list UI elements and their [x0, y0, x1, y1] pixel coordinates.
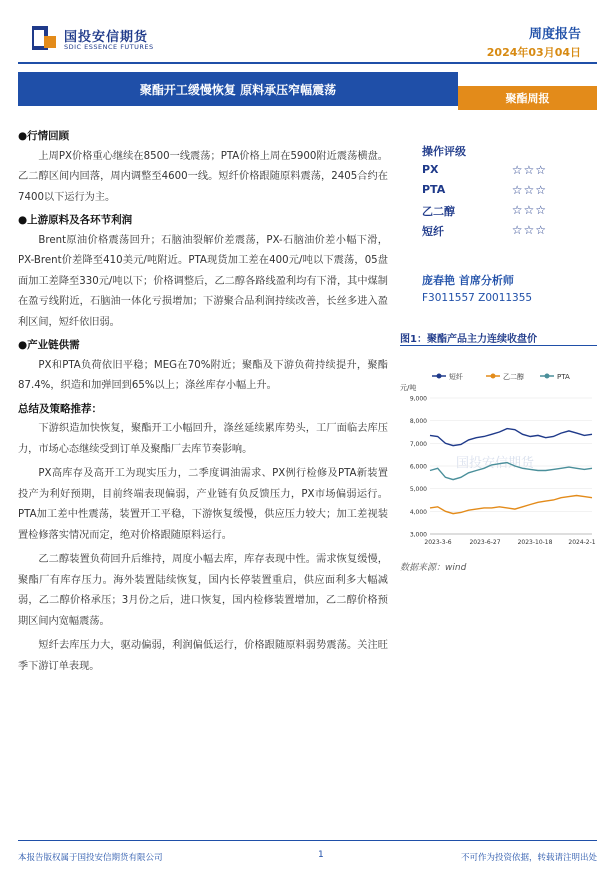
section-heading: ●上游原料及各环节利润 [18, 214, 133, 226]
star-rating-icon: ☆☆☆ [511, 203, 547, 217]
company-name-en: SDIC ESSENCE FUTURES [64, 43, 154, 51]
report-title-banner [18, 72, 458, 106]
rating-row-meg [422, 203, 547, 219]
section-paragraph: 乙二醇装置负荷回升后维持，周度小幅去库，库存表现中性。需求恢复缓慢，聚酯厂有库存压力。海外装置陆续恢复，国内长停装置重启，供应面利多大幅减弱，乙二醇价格承压；3月份之后，进口恢复，国内检修装置增加，乙二醇价格预期区间内宽幅震荡。 [18, 554, 388, 627]
section-paragraph: PX高库存及高开工为现实压力，二季度调油需求、PX例行检修及PTA新装置投产为利好预期，目前终端表现偏弱，产业链有负反馈压力，PX市场偏弱运行。PTA加工差中性震荡，装置开工平稳，下游恢复缓慢，供应压力较大；加工差视装置检修落实情况而定，绝对价格跟随原料运行。 [18, 468, 388, 541]
rating-product: 短纤 [422, 225, 444, 238]
y-tick-label: 9,000 [409, 395, 427, 403]
rating-row-pta [422, 183, 547, 197]
star-rating-icon: ☆☆☆ [511, 163, 547, 177]
report-body [18, 126, 388, 677]
section-heading: 总结及策略推荐： [18, 402, 102, 415]
legend-label: PTA [557, 373, 570, 381]
analyst-license: F3011557 Z0011355 [422, 292, 533, 304]
section-paragraph: 短纤去库压力大，驱动偏弱，利润偏低运行，价格跟随原料弱势震荡。关注旺季下游订单表现。 [18, 640, 388, 672]
rating-product: PTA [422, 183, 446, 196]
rating-row-px [422, 163, 547, 177]
y-tick-label: 6,000 [409, 463, 427, 471]
y-axis-label: 元/吨 [400, 384, 417, 392]
disclaimer-notice: 不可作为投资依据，转载请注明出处 [460, 853, 597, 863]
report-category: 聚酯周报 [505, 92, 550, 105]
series-line [430, 429, 592, 446]
price-line-chart [396, 362, 601, 560]
star-rating-icon: ☆☆☆ [511, 223, 547, 237]
legend-label: 短纤 [449, 373, 463, 381]
section-heading: ●行情回顾 [18, 130, 70, 142]
company-name: 国投安信期货 [64, 30, 149, 45]
section-heading: ●产业链供需 [18, 339, 80, 351]
section-paragraph: 下游织造加快恢复，聚酯开工小幅回升，涤丝延续累库势头，工厂面临去库压力，市场心态继续受到订单及聚酯厂去库节奏影响。 [18, 423, 388, 455]
x-tick-label: 2023-6-27 [469, 539, 501, 546]
legend-item [432, 372, 463, 381]
x-tick-label: 2024-2-1 [568, 539, 596, 546]
legend-item [486, 372, 524, 381]
copyright-notice: 本报告版权属于国投安信期货有限公司 [18, 853, 163, 863]
chart-legend [432, 372, 570, 381]
x-tick-label: 2023-10-18 [517, 539, 553, 546]
y-tick-label: 3,000 [409, 531, 427, 539]
analyst-name: 庞春艳 首席分析师 [422, 274, 514, 287]
section-paragraph: 上周PX价格重心继续在8500一线震荡；PTA价格上周在5900附近震荡横盘。乙二醇区间内回落，周内调整至4600一线。短纤价格跟随原料震荡，2405合约在7400以下运行为主。 [18, 150, 388, 203]
y-tick-label: 7,000 [409, 440, 427, 448]
legend-label: 乙二醇 [503, 373, 524, 381]
company-logo-icon [32, 26, 58, 50]
legend-item [540, 373, 570, 381]
x-tick-label: 2023-3-6 [424, 539, 452, 546]
rating-title: 操作评级 [422, 145, 466, 158]
figure-title: 图1：聚酯产品主力连续收盘价 [400, 334, 537, 345]
report-title: 聚酯开工缓慢恢复 原料承压窄幅震荡 [139, 82, 337, 97]
footer-divider [18, 840, 597, 841]
section-paragraph: PX和PTA负荷依旧平稳；MEG在70%附近；聚酯及下游负荷持续提升，聚酯87.4%，织造和加弹回到65%以上；涤丝库存小幅上升。 [18, 359, 388, 391]
report-category-tag [458, 86, 597, 110]
watermark-text: 国投安信期货 [456, 456, 535, 471]
page-number: 1 [318, 850, 324, 860]
figure-divider [400, 345, 597, 346]
rating-product: 乙二醇 [422, 205, 455, 218]
y-tick-label: 4,000 [409, 508, 427, 516]
y-tick-label: 5,000 [409, 486, 427, 494]
y-tick-label: 8,000 [409, 418, 427, 426]
report-type: 周度报告 [528, 27, 581, 42]
header-divider [18, 62, 597, 64]
series-line [430, 496, 592, 514]
report-date: 2024年03月04日 [486, 46, 581, 59]
section-paragraph: Brent原油价格震荡回升；石脑油裂解价差震荡，PX-石脑油价差小幅下滑，PX-Brent价差降至410美元/吨附近。PTA现货加工差在400元/吨以下震荡，05盘面加工差降至330元/吨以下；价格调整后，乙二醇各路线盈利均有下滑，其中煤制在盈亏线附近，石脑油一体化亏损增加；下游聚合品利润持续改善，长丝多进入盈利区间，短纤依旧弱。 [18, 234, 388, 328]
rating-product: PX [422, 163, 439, 176]
rating-row-psf [422, 223, 547, 239]
data-source: 数据来源：wind [400, 563, 467, 573]
star-rating-icon: ☆☆☆ [511, 183, 547, 197]
